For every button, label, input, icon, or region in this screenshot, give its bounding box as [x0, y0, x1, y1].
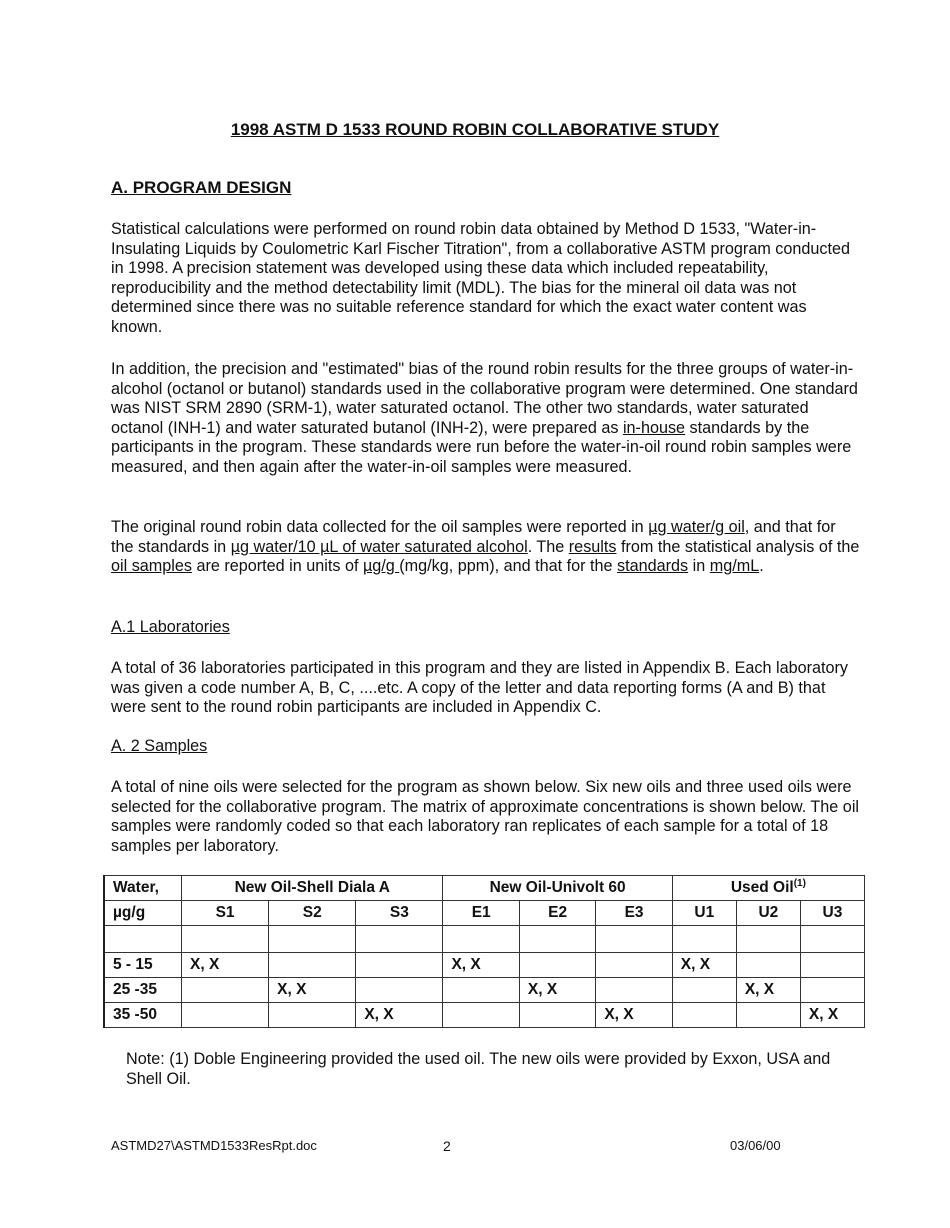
- underlined-mg-per-ml: mg/mL: [709, 557, 760, 575]
- corner-unit-label: µg/g: [104, 901, 182, 926]
- table-cell: X, X: [356, 1003, 443, 1028]
- table-cell: [443, 978, 519, 1003]
- table-row-blank: [104, 926, 865, 953]
- paragraph-samples: A total of nine oils were selected for the program as shown below. Six new oils and three used oils were selected for the collaborative program. The matrix of approximate concentrations is shown below. The oil samples were randomly coded so that each laboratory ran replicates of each sample for a total of 18 samples per laboratory.: [111, 778, 860, 855]
- table-cell: [672, 926, 736, 953]
- table-cell: [443, 926, 519, 953]
- group-header-used-oil-label: Used Oil: [730, 879, 794, 897]
- paragraph-text: from the statistical analysis of the: [616, 537, 860, 556]
- column-header-e3: E3: [596, 901, 672, 926]
- group-header-shell-diala: New Oil-Shell Diala A: [182, 876, 443, 901]
- table-cell: X, X: [736, 978, 800, 1003]
- table-cell: [519, 926, 595, 953]
- table-cell: [736, 1003, 800, 1028]
- table-header-columns: [104, 901, 865, 926]
- table-cell: [800, 953, 864, 978]
- table-cell: X, X: [596, 1003, 672, 1028]
- table-cell: [182, 926, 269, 953]
- table-row: [104, 953, 865, 978]
- table-cell: [800, 978, 864, 1003]
- underlined-unit-oil: µg water/g oil: [648, 518, 745, 536]
- table-cell: [672, 978, 736, 1003]
- row-range-label: 35 -50: [104, 1003, 182, 1028]
- table-cell: X, X: [182, 953, 269, 978]
- paragraph-text: standards by the participants in the program. These standards were run before the water-in-oil round robin samples were measured, and then again after the water-in-oil samples were measured.: [111, 418, 852, 476]
- table-cell: X, X: [800, 1003, 864, 1028]
- table-cell: [596, 926, 672, 953]
- table-cell: [596, 953, 672, 978]
- column-header-u2: U2: [736, 901, 800, 926]
- subsection-heading-samples: A. 2 Samples: [111, 737, 208, 755]
- table-cell: [269, 926, 356, 953]
- table-cell: [182, 978, 269, 1003]
- table-cell: [356, 953, 443, 978]
- table-cell: [104, 926, 182, 953]
- table-cell: [269, 953, 356, 978]
- table-cell: [519, 953, 595, 978]
- table-cell: [800, 926, 864, 953]
- row-range-label: 5 - 15: [104, 953, 182, 978]
- column-header-s1: S1: [182, 901, 269, 926]
- footer-date: 03/06/00: [730, 1138, 781, 1153]
- table-cell: [269, 1003, 356, 1028]
- group-header-univolt: New Oil-Univolt 60: [443, 876, 672, 901]
- paragraph-text: in: [688, 557, 710, 575]
- table-cell: X, X: [672, 953, 736, 978]
- row-range-label: 25 -35: [104, 978, 182, 1003]
- table-cell: [596, 978, 672, 1003]
- table-cell: [672, 1003, 736, 1028]
- table-row: [104, 978, 865, 1003]
- footnote-marker: (1): [793, 878, 806, 890]
- concentration-matrix-table: [103, 875, 865, 1028]
- column-header-e1: E1: [443, 901, 519, 926]
- table-cell: [182, 1003, 269, 1028]
- paragraph-text: . The: [527, 537, 569, 556]
- column-header-u3: U3: [800, 901, 864, 926]
- paragraph-statistical-calculations: Statistical calculations were performed on round robin data obtained by Method D 1533, "Water-in-Insulating Liquids by Coulometric Karl Fischer Titration", from a collaborative ASTM program conducted in 1998. A precision statement was developed using these data which included repeatability, reproducibility and the method detectability limit (MDL). The bias for the mineral oil data was not determined since there was no suitable reference standard for which the exact water content was known.: [111, 220, 851, 336]
- table-cell: [736, 926, 800, 953]
- section-heading-program-design: A. PROGRAM DESIGN: [111, 178, 292, 197]
- column-header-e2: E2: [519, 901, 595, 926]
- document-title: 1998 ASTM D 1533 ROUND ROBIN COLLABORATIVE STUDY: [230, 120, 720, 139]
- paragraph-text: are reported in units of: [191, 557, 363, 575]
- table-cell: [443, 1003, 519, 1028]
- underlined-ug-per-g: µg/g: [362, 557, 400, 575]
- underlined-results: results: [568, 537, 617, 556]
- table-cell: [356, 926, 443, 953]
- table-row: [104, 1003, 865, 1028]
- corner-water-label: Water,: [104, 876, 182, 901]
- underlined-in-house: in-house: [622, 418, 686, 437]
- paragraph-text: , and that for the standards in: [111, 518, 836, 556]
- table-cell: [736, 953, 800, 978]
- column-header-s3: S3: [356, 901, 443, 926]
- column-header-s2: S2: [269, 901, 356, 926]
- underlined-standards: standards: [617, 557, 689, 575]
- table-cell: X, X: [519, 978, 595, 1003]
- paragraph-text: The original round robin data collected for the oil samples were reported in: [111, 518, 649, 536]
- table-cell: X, X: [443, 953, 519, 978]
- column-header-u1: U1: [672, 901, 736, 926]
- footer-filename: ASTMD27\ASTMD1533ResRpt.doc: [111, 1138, 317, 1153]
- footer-page-number: 2: [443, 1138, 451, 1154]
- paragraph-text: In addition, the precision and "estimated" bias of the round robin results for the three groups of water-in-alcohol (octanol or butanol) standards used in the collaborative program were determined. One standard was NIST SRM 2890 (SRM-1), water saturated octanol. The other two standards, water saturated octanol (INH-1) and water saturated butanol (INH-2), were prepared as: [111, 360, 858, 437]
- underlined-oil-samples: oil samples: [111, 557, 192, 575]
- paragraph-precision-bias: [111, 360, 861, 477]
- paragraph-text: .: [759, 557, 764, 575]
- paragraph-laboratories: A total of 36 laboratories participated in this program and they are listed in Appendix B. Each laboratory was given a code number A, B, C, ....etc. A copy of the letter and data reporting forms (A and B) that were sent to the round robin participants are included in Appendix C.: [111, 659, 848, 716]
- table-header-groups: [104, 876, 865, 901]
- underlined-unit-alcohol: µg water/10 µL of water saturated alcohol: [230, 537, 528, 556]
- table-cell: X, X: [269, 978, 356, 1003]
- group-header-used-oil: [672, 876, 864, 901]
- table-cell: [519, 1003, 595, 1028]
- table-footnote: Note: (1) Doble Engineering provided the used oil. The new oils were provided by Exxon, USA and Shell Oil.: [126, 1050, 831, 1088]
- table-cell: [356, 978, 443, 1003]
- paragraph-units: [111, 518, 861, 577]
- paragraph-text: (mg/kg, ppm), and that for the: [399, 557, 618, 575]
- subsection-heading-laboratories: A.1 Laboratories: [111, 618, 230, 636]
